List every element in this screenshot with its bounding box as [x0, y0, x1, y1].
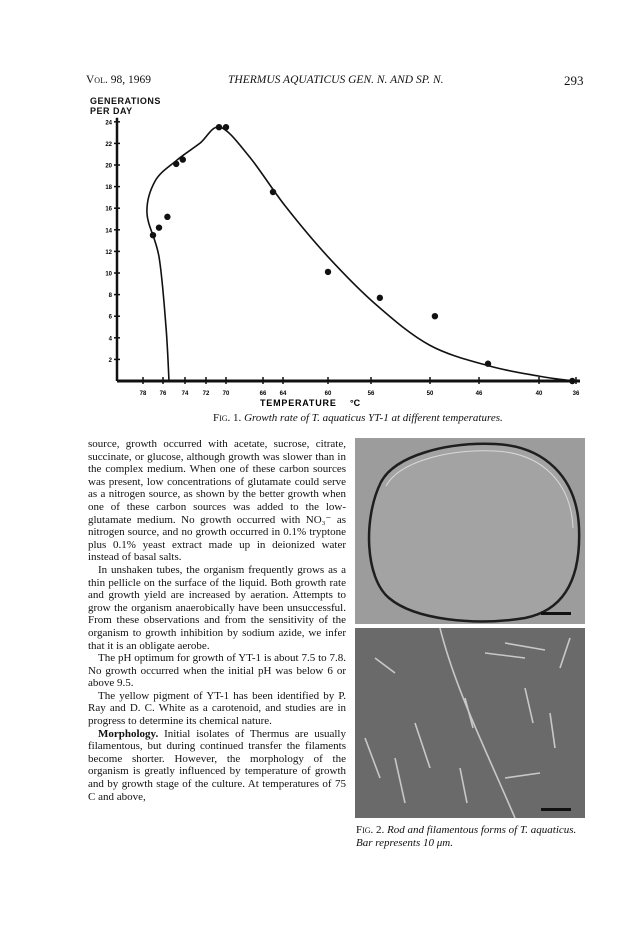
y-tick-label: 2: [108, 357, 112, 364]
data-point: [432, 313, 438, 319]
y-tick-label: 14: [105, 228, 112, 235]
figure-2-caption: [356, 824, 591, 850]
data-point: [485, 361, 491, 367]
x-tick-label: 46: [475, 391, 483, 397]
y-axis-label-line1: GENERATIONS: [90, 96, 161, 106]
y-tick-label: 6: [108, 314, 112, 321]
paragraph-ph: The pH optimum for growth of YT-1 is about 7.5 to 7.8. No growth occurred when the initial pH was below 6 or above 9.5.: [88, 652, 346, 690]
data-point: [180, 156, 186, 162]
x-axis-label: TEMPERATURE: [260, 398, 337, 408]
growth-rate-chart: [0, 0, 638, 420]
data-point: [325, 269, 331, 275]
running-head-title: THERMUS AQUATICUS GEN. N. AND SP. N.: [228, 74, 444, 86]
fitted-curve: [147, 127, 573, 381]
figure-2-label: Fig. 2.: [356, 824, 385, 836]
paragraph-aeration: In unshaken tubes, the organism frequently grows as a thin pellicle on the surface of the liquid. Both growth rate and growth yield are increased by aeration. Attempts to grow the organism anaerobically have been unsuccessful. From these observations and from the sensitivity of the organism to growth inhibition by sodium azide, we infer that it is an obligate aerobe.: [88, 563, 346, 652]
y-tick-label: 8: [108, 293, 112, 300]
page-number: 293: [564, 73, 584, 88]
paragraph-carbon-sources: source, growth occurred with acetate, sucrose, citrate, succinate, or glucose, although growth was slower than in the complex medium. When one of these carbon sources was present, low concentrations of glutamate could serve as a nitrogen source, as shown by the better growth when one of these carbon sources was added to the low-glutamate medium. No growth occurred with NO₃⁻ as nitrogen source, and no growth occurred in 0.1% tryptone plus 0.1% yeast extract made up in deionized water instead of basal salts.: [88, 438, 346, 564]
x-tick-label: 36: [572, 391, 580, 397]
micrograph-filament-drawing: [355, 628, 585, 818]
y-axis-label-line2: PER DAY: [90, 106, 133, 116]
y-tick-label: 22: [105, 141, 112, 148]
body-text-column: [88, 438, 346, 803]
x-tick-label: 56: [367, 391, 375, 397]
morphology-text: Initial isolates of Thermus are usually filamentous, but during continued transfer the filaments become shorter. However, the morphology of the organism is greatly influenced by temperature of growth and by growth stage of the culture. At temperatures of 75 C and above,: [88, 727, 346, 803]
chart-plot-area: [105, 118, 580, 397]
data-point: [164, 214, 170, 220]
figure-1-label: Fig. 1.: [213, 412, 242, 424]
x-tick-label: 74: [181, 391, 189, 397]
x-tick-label: 76: [159, 391, 167, 397]
data-point: [216, 124, 222, 130]
x-axis-unit: °C: [350, 398, 361, 408]
paragraph-pigment: The yellow pigment of YT-1 has been identified by P. Ray and D. C. White as a carotenoid, and studies are in progress to determine its chemical nature.: [88, 689, 346, 728]
y-tick-label: 24: [105, 120, 112, 127]
x-tick-label: 50: [426, 391, 434, 397]
data-point: [270, 189, 276, 195]
x-tick-label: 66: [259, 391, 267, 397]
data-point: [150, 232, 156, 238]
x-tick-label: 70: [222, 391, 230, 397]
x-tick-label: 60: [324, 391, 332, 397]
y-tick-label: 18: [105, 185, 112, 192]
data-point: [173, 161, 179, 167]
data-point: [569, 378, 575, 384]
micrograph-filamentous-form: [355, 628, 585, 818]
data-point: [377, 295, 383, 301]
figure-2-text: Rod and filamentous forms of T. aquaticus. Bar represents 10 μm.: [356, 824, 577, 849]
data-point: [223, 124, 229, 130]
y-tick-label: 12: [105, 249, 112, 256]
x-tick-label: 40: [535, 391, 543, 397]
x-tick-label: 72: [202, 391, 210, 397]
x-tick-label: 64: [279, 391, 287, 397]
figure-1-caption: [213, 412, 503, 424]
running-head-volume: Vol. 98, 1969: [86, 74, 151, 86]
x-tick-label: 78: [139, 391, 147, 397]
data-point: [156, 224, 162, 230]
y-tick-label: 10: [105, 271, 112, 278]
micrograph-rod-drawing: [355, 438, 585, 624]
micrograph-rod-form: [355, 438, 585, 624]
paragraph-morphology: [88, 728, 346, 804]
y-tick-label: 16: [105, 206, 112, 213]
y-tick-label: 20: [105, 163, 112, 170]
morphology-heading: Morphology.: [98, 727, 159, 740]
figure-1-text: Growth rate of T. aquaticus YT-1 at different temperatures.: [244, 412, 503, 424]
y-tick-label: 4: [108, 336, 112, 343]
